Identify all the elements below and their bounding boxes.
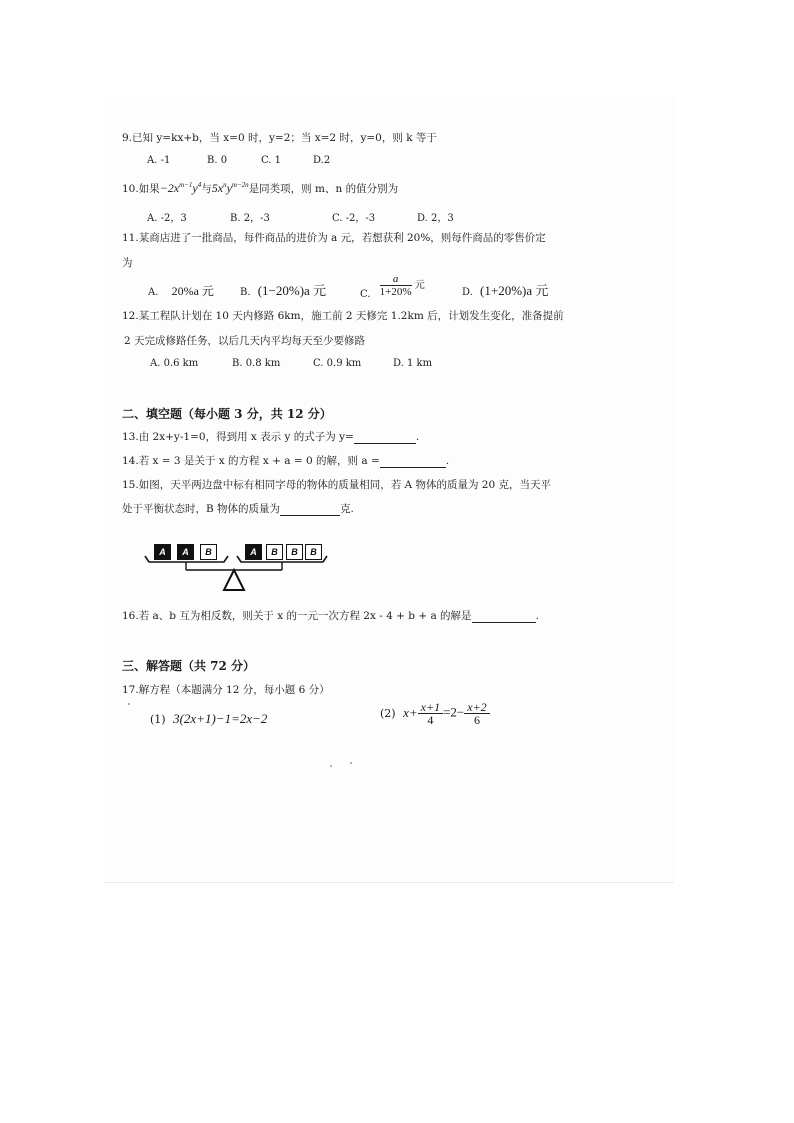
q17-part-2-label: (2) (380, 706, 396, 720)
question-11-stem: 11.某商店进了一批商品，每件商品的进价为 a 元，若想获利 20%，则每件商品的零售价定 (122, 232, 546, 244)
q10-term1-y: y (192, 181, 198, 195)
q17-part-2 (380, 701, 490, 726)
q10-term1-exp-x: m−1 (179, 181, 193, 189)
scan-speck (128, 703, 130, 705)
question-15-stem: 15.如图，天平两边盘中标有相同字母的物体的质量相同，若 A 物体的质量为 20 克，当天平 (122, 479, 551, 491)
q17-part-2-lead: x+ (403, 704, 418, 720)
section-3-heading: 三、解答题（共 72 分） (122, 659, 256, 673)
section-2-heading: 二、填空题（每小题 3 分，共 12 分） (122, 407, 332, 421)
question-9-stem: 9.已知 y=kx+b，当 x=0 时，y=2；当 x=2 时，y=0，则 k 等于 (122, 132, 437, 144)
q13-answer-blank[interactable] (354, 432, 416, 444)
question-10-stem (122, 178, 398, 196)
q11-option-d-value: (1+20%)a 元 (480, 283, 549, 298)
q9-option-d: D.2 (313, 155, 331, 166)
q11-option-c-unit: 元 (414, 280, 425, 291)
question-14 (122, 454, 449, 468)
left-pan-object-a: A (154, 544, 171, 560)
q12-option-b: B. 0.8 km (232, 358, 281, 369)
q17-part-2-fraction-1 (418, 701, 443, 726)
q11-option-d-label: D. (462, 287, 473, 298)
q14-stem: 14.若 x = 3 是关于 x 的方程 x + a = 0 的解，则 a = (122, 455, 380, 467)
q17-part-2-fraction-2 (464, 701, 489, 726)
q9-option-a: A. -1 (147, 155, 171, 166)
q14-answer-blank[interactable] (380, 456, 446, 468)
q16-stem: 16.若 a、b 互为相反数，则关于 x 的一元一次方程 2x - 4 + b + a 的解是 (122, 610, 472, 622)
question-16 (122, 609, 539, 623)
q11-option-b (240, 280, 326, 299)
q10-term2 (212, 181, 249, 195)
q10-term2-base: 5x (211, 181, 224, 195)
scan-speck (330, 765, 332, 767)
q10-prefix: 10.如果 (122, 183, 160, 195)
q10-term1-exp-y: 4 (197, 181, 202, 189)
q11-option-c-fraction (380, 273, 412, 298)
q10-term1 (160, 181, 202, 195)
q9-option-c: C. 1 (261, 155, 282, 166)
right-pan-object-b: B (305, 544, 322, 560)
q10-option-a: A. -2，3 (147, 213, 187, 224)
q10-with: 与 (201, 183, 212, 195)
scan-speck (350, 762, 352, 764)
q13-end: . (415, 431, 420, 443)
right-pan-object-b: B (286, 544, 303, 560)
q11-option-b-value: (1−20%)a 元 (257, 283, 327, 298)
question-13 (122, 430, 419, 444)
q12-option-d: D. 1 km (393, 358, 433, 369)
q15-answer-blank[interactable] (280, 504, 340, 516)
right-pan-object-a: A (245, 544, 262, 560)
question-12-stem-cont: 2 天完成修路任务，以后几天内平均每天至少要修路 (124, 335, 366, 347)
q16-end: . (535, 610, 539, 622)
q17-part-1-label: (1) (150, 713, 166, 726)
q11-option-a-value: 20%a 元 (171, 284, 214, 298)
q10-option-d: D. 2，3 (417, 213, 454, 224)
left-pan-object-a: A (177, 544, 194, 560)
q17-part-1-equation: 3(2x+1)−1=2x−2 (173, 711, 268, 726)
q11-option-c-label: C. (360, 289, 371, 300)
q17-fraction-1-denominator: 4 (427, 713, 434, 727)
q10-option-b: B. 2，-3 (230, 213, 270, 224)
q11-option-b-label: B. (240, 287, 251, 298)
q11-option-c-numerator: a (380, 273, 412, 286)
fulcrum (224, 570, 244, 590)
q10-term2-y: y (226, 181, 232, 195)
q15-stem2: 处于平衡状态时，B 物体的质量为 (122, 503, 281, 515)
q17-fraction-2-denominator: 6 (473, 713, 480, 727)
question-12-stem: 12.某工程队计划在 10 天内修路 6km，施工前 2 天修完 1.2km 后，计划发生变化，准备提前 (122, 310, 564, 322)
q10-term2-exp-x: n (223, 181, 227, 189)
q11-option-c-denominator: 1+20% (379, 286, 412, 298)
q9-option-b: B. 0 (207, 155, 228, 166)
q10-term1-base: −2x (159, 181, 180, 195)
right-pan-object-b: B (266, 544, 283, 560)
q11-option-a-label: A. (148, 287, 159, 298)
q11-option-c (360, 273, 425, 298)
q17-fraction-2-numerator: x+2 (464, 701, 489, 714)
q12-option-c: C. 0.9 km (313, 358, 362, 369)
q15-unit: 克. (340, 503, 354, 515)
q10-term2-exp-y: m−2n (231, 181, 249, 189)
q10-option-c: C. -2，-3 (332, 213, 376, 224)
q16-answer-blank[interactable] (472, 611, 536, 623)
q13-stem: 13.由 2x+y-1=0，得到用 x 表示 y 的式子为 y= (122, 431, 354, 443)
left-pan-object-b: B (200, 544, 217, 560)
q11-option-a (148, 282, 214, 299)
question-15-stem-cont (122, 502, 354, 516)
q17-fraction-1-numerator: x+1 (418, 701, 443, 714)
q17-part-1 (150, 711, 267, 727)
q17-part-2-mid: =2− (443, 704, 465, 720)
q11-option-d (462, 280, 548, 299)
question-17-stem: 17.解方程（本题满分 12 分，每小题 6 分） (122, 684, 330, 696)
question-11-stem-cont: 为 (122, 257, 133, 269)
q12-option-a: A. 0.6 km (150, 358, 199, 369)
q14-end: . (445, 455, 450, 467)
q10-suffix: 是同类项，则 m、n 的值分别为 (248, 183, 399, 195)
